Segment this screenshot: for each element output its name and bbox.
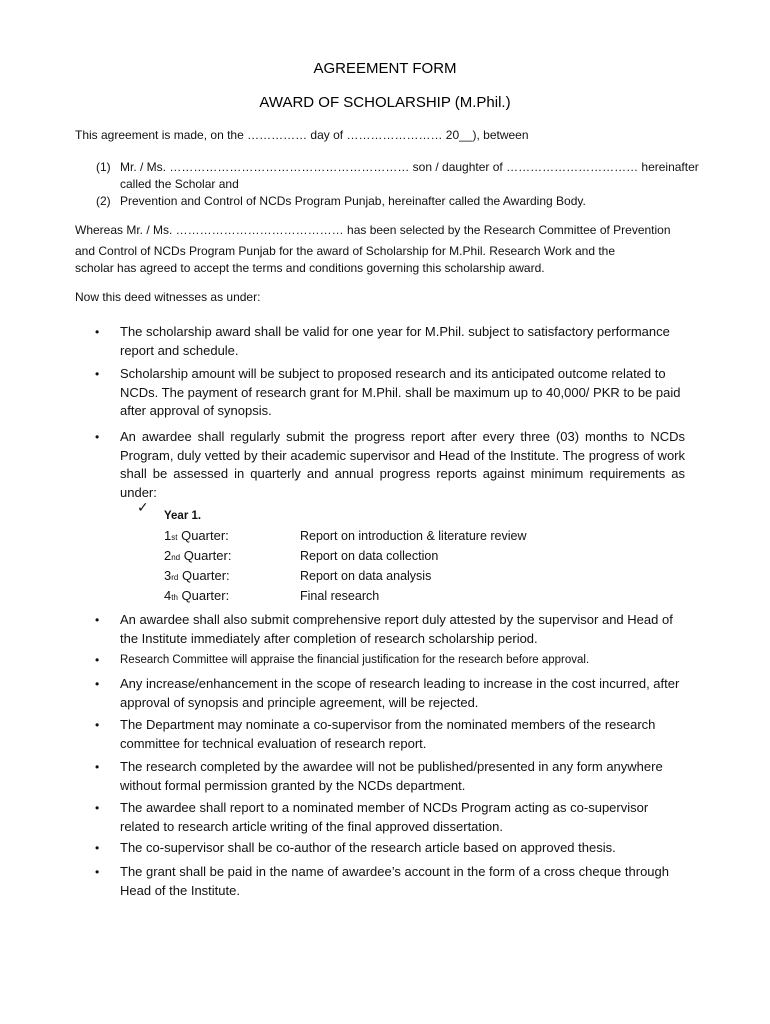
whereas-line-2: and Control of NCDs Program Punjab for the award of Scholarship for M.Phil. Research Work and the <box>75 244 616 258</box>
quarter-description: Final research <box>300 589 380 603</box>
quarter-text: Quarter: <box>177 588 230 603</box>
quarter-ordinal: nd <box>171 553 181 562</box>
quarter-ordinal: st <box>171 533 178 542</box>
party-text <box>120 159 700 193</box>
bullet-glyph: • <box>95 760 100 774</box>
page-title: AGREEMENT FORM <box>313 60 457 77</box>
list-item-text: An awardee shall also submit comprehensive report duly attested by the supervisor and Head of the Institute immediately after completion of research scholarship period. <box>120 612 673 646</box>
bullet-glyph: • <box>95 865 100 879</box>
quarter-number: 2 <box>164 548 172 563</box>
bullet-glyph: • <box>95 325 100 339</box>
quarter-number: 1 <box>164 528 172 543</box>
quarter-text: Quarter: <box>180 548 232 563</box>
quarter-description: Report on data analysis <box>300 569 432 583</box>
schedule-year: Year 1. <box>164 510 202 522</box>
party-line: Mr. / Ms. …………………………………………………… son / daughter of …………………………… hereinafter <box>120 160 699 174</box>
quarter-label <box>164 568 230 583</box>
whereas-line-3: scholar has agreed to accept the terms and conditions governing this scholarship award. <box>75 261 545 275</box>
bullet-glyph: • <box>95 613 100 627</box>
list-item-text: Research Committee will appraise the financial justification for the research before approval. <box>120 654 590 666</box>
quarter-number: 4 <box>164 588 172 603</box>
quarter-description: Report on data collection <box>300 549 439 563</box>
whereas-line-1: Whereas Mr. / Ms. …………………………………… has been selected by the Research Committee of Prevention <box>75 223 671 237</box>
party-line: called the Scholar and <box>120 177 239 191</box>
bullet-glyph: • <box>95 367 100 381</box>
quarter-label <box>164 588 229 603</box>
bullet-glyph: • <box>95 841 100 855</box>
party-text: Prevention and Control of NCDs Program Punjab, hereinafter called the Awarding Body. <box>120 194 586 208</box>
bullet-glyph: • <box>95 718 100 732</box>
quarter-text: Quarter: <box>178 568 230 583</box>
bullet-glyph: • <box>95 430 100 444</box>
quarter-text: Quarter: <box>177 528 229 543</box>
list-item-text: An awardee shall regularly submit the progress report after every three (03) months to NCDs Program, duly vetted by their academic supervisor and Head of the Institute. The progress of work shall be assessed in quarterly and annual progress reports against minimum requirements as under: <box>120 429 685 500</box>
list-item-text: The Department may nominate a co-supervisor from the nominated members of the research committee for technical evaluation of research report. <box>120 717 656 751</box>
party-number: (1) <box>96 160 111 174</box>
checkmark-icon: ✓ <box>137 499 149 515</box>
quarter-label <box>164 528 229 543</box>
quarter-label <box>164 548 231 563</box>
list-item-text: The co-supervisor shall be co-author of the research article based on approved thesis. <box>120 840 616 855</box>
list-item-text: Any increase/enhancement in the scope of research leading to increase in the cost incurred, after approval of synopsis and principle agreement, will be rejected. <box>120 676 680 710</box>
quarter-ordinal: th <box>171 593 178 602</box>
quarter-description: Report on introduction & literature review <box>300 529 527 543</box>
list-item-text: The research completed by the awardee will not be published/presented in any form anywhere without formal permission granted by the NCDs department. <box>120 759 663 793</box>
quarter-ordinal: rd <box>171 573 179 582</box>
witness-line: Now this deed witnesses as under: <box>75 290 261 304</box>
page-subtitle: AWARD OF SCHOLARSHIP (M.Phil.) <box>259 94 511 111</box>
list-item-text: The grant shall be paid in the name of awardee’s account in the form of a cross cheque through Head of the Institute. <box>120 864 669 898</box>
bullet-glyph: • <box>95 653 100 667</box>
party-item-1 <box>96 159 699 193</box>
bullet-glyph: • <box>95 801 100 815</box>
list-item-text: Scholarship amount will be subject to proposed research and its anticipated outcome related to NCDs. The payment of research grant for M.Phil. shall be maximum up to 40,000/ PKR to be paid after approval of synopsis. <box>120 366 681 418</box>
party-item-2 <box>96 193 696 210</box>
list-item-text: The scholarship award shall be valid for one year for M.Phil. subject to satisfactory performance report and schedule. <box>120 324 670 358</box>
quarter-number: 3 <box>164 568 172 583</box>
list-item-text: The awardee shall report to a nominated member of NCDs Program acting as co-supervisor related to research article writing of the final approved dissertation. <box>120 800 649 834</box>
party-number: (2) <box>96 194 111 208</box>
intro-line: This agreement is made, on the …………… day of …………………… 20__), between <box>75 128 529 142</box>
bullet-glyph: • <box>95 677 100 691</box>
